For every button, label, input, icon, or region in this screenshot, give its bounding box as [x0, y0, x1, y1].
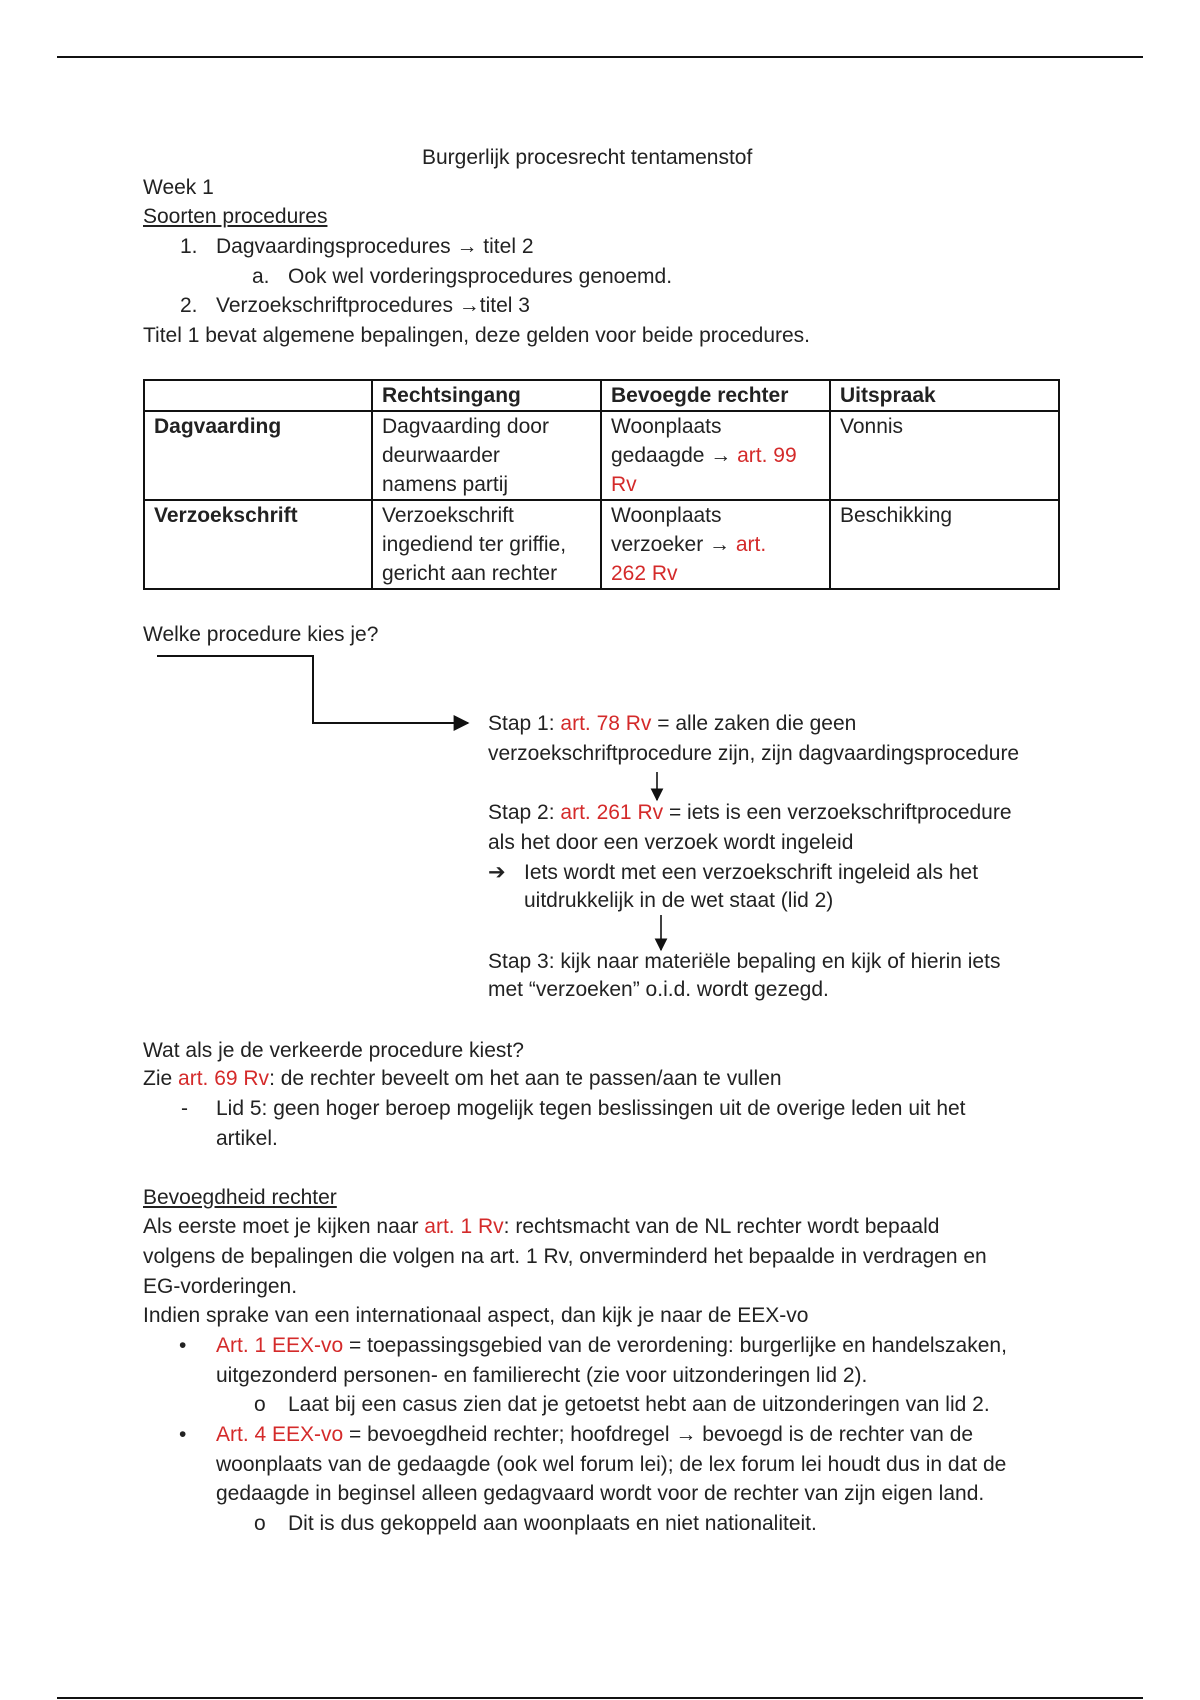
line-text: : rechtsmacht van de NL rechter wordt bepaald	[503, 1215, 940, 1238]
bullet-text	[216, 1420, 973, 1449]
uitspraak-cell: Vonnis	[830, 411, 1059, 500]
article-reference: art. 261 Rv	[560, 801, 664, 824]
line-text: Als eerste moet je kijken naar	[143, 1215, 425, 1238]
step-text: = alle zaken die geen	[651, 712, 857, 735]
step2	[488, 798, 1012, 827]
wrong-question: Wat als je de verkeerde procedure kiest?	[143, 1039, 524, 1062]
article-reference: art. 69 Rv	[178, 1067, 270, 1090]
page-title: Burgerlijk procesrecht tentamenstof	[422, 146, 753, 169]
paragraph-line	[143, 1212, 939, 1241]
step2-line2: als het door een verzoek wordt ingeleid	[488, 831, 854, 854]
bullet-icon: •	[179, 1423, 187, 1446]
cell-line: Verzoekschrift	[382, 504, 514, 527]
bullet-text: Lid 5: geen hoger beroep mogelijk tegen beslissingen uit de overige leden uit het	[216, 1097, 966, 1120]
step2-note-line1: Iets wordt met een verzoekschrift ingeleid als het	[524, 861, 979, 884]
cell-line: namens partij	[382, 473, 509, 496]
line-text: Zie	[143, 1067, 179, 1090]
step3-line1: Stap 3: kijk naar materiële bepaling en kijk of hierin iets	[488, 950, 1001, 973]
sub-bullet-text: Dit is dus gekoppeld aan woonplaats en niet nationaliteit.	[288, 1512, 817, 1535]
table-header-cell: Uitspraak	[830, 380, 1059, 411]
cell-line: deurwaarder	[382, 444, 500, 467]
step2-note-line2: uitdrukkelijk in de wet staat (lid 2)	[524, 889, 834, 912]
bullet-text	[216, 1331, 1007, 1360]
cell-text: gedaagde →	[611, 444, 738, 467]
bullet-icon: •	[179, 1334, 187, 1357]
line-text: = toepassingsgebied van de verordening: burgerlijke en handelszaken,	[343, 1334, 1007, 1357]
cell-line: gericht aan rechter	[382, 562, 558, 585]
step-text: = iets is een verzoekschriftprocedure	[663, 801, 1012, 824]
cell-line: Woonplaats	[611, 415, 722, 438]
article-reference: art. 78 Rv	[560, 712, 652, 735]
step3-line2: met “verzoeken” o.i.d. wordt gezegd.	[488, 978, 829, 1001]
line-text: = bevoegdheid rechter; hoofdregel → bevoegd is de rechter van de	[343, 1423, 974, 1446]
cell-line: Dagvaarding door	[382, 415, 549, 438]
cell-line: Woonplaats	[611, 504, 722, 527]
section-note: Titel 1 bevat algemene bepalingen, deze gelden voor beide procedures.	[143, 324, 811, 347]
section-heading-soorten: Soorten procedures	[143, 205, 328, 228]
article-reference: 262 Rv	[611, 562, 678, 585]
list-item: Ook wel vorderingsprocedures genoemd.	[288, 265, 673, 288]
step1	[488, 709, 856, 738]
wrong-line	[143, 1064, 782, 1093]
section-heading-bevoegdheid: Bevoegdheid rechter	[143, 1186, 337, 1209]
bullet-text: gedaagde in beginsel alleen gedagvaard wordt voor de rechter van zijn eigen land.	[216, 1482, 985, 1505]
flow-arrow-to-step1	[157, 656, 468, 723]
bullet-text: woonplaats van de gedaagde (ook wel forum lei); de lex forum lei houdt dus in dat de	[216, 1453, 1007, 1476]
cell-text: verzoeker →	[611, 533, 736, 556]
sub-bullet-text: Laat bij een casus zien dat je getoetst hebt aan de uitzonderingen van lid 2.	[288, 1393, 990, 1416]
dash-bullet: -	[181, 1097, 188, 1120]
article-reference: Rv	[611, 473, 637, 496]
table-header-cell: Rechtsingang	[372, 380, 601, 411]
line-text: : de rechter beveelt om het aan te passen/aan te vullen	[269, 1067, 782, 1090]
list-number: 2.	[180, 294, 198, 317]
sub-bullet-icon: o	[254, 1512, 266, 1535]
article-reference: art.	[735, 533, 767, 556]
article-reference: art. 1 Rv	[424, 1215, 504, 1238]
bullet-text: uitgezonderd personen- en familierecht (zie voor uitzonderingen lid 2).	[216, 1364, 868, 1387]
step-label: Stap 2:	[488, 801, 561, 824]
list-letter: a.	[252, 265, 270, 288]
bullet-text: artikel.	[216, 1127, 278, 1150]
row-label: Dagvaarding	[144, 411, 372, 500]
list-number: 1.	[180, 235, 198, 258]
list-item: Dagvaardingsprocedures → titel 2	[216, 235, 534, 258]
list-item: Verzoekschriftprocedures →titel 3	[216, 294, 530, 317]
article-reference: art. 99	[737, 444, 797, 467]
paragraph-line: Indien sprake van een internationaal aspect, dan kijk je naar de EEX-vo	[143, 1304, 809, 1327]
step1-line2: verzoekschriftprocedure zijn, zijn dagvaardingsprocedure	[488, 742, 1020, 765]
article-reference: Art. 4 EEX-vo	[216, 1423, 344, 1446]
arrow-bullet-icon: ➔	[488, 861, 506, 884]
cell-line: ingediend ter griffie,	[382, 533, 567, 556]
uitspraak-cell: Beschikking	[830, 500, 1059, 589]
step-label: Stap 1:	[488, 712, 561, 735]
paragraph-line: volgens de bepalingen die volgen na art. 1 Rv, onverminderd het bepaalde in verdragen en	[143, 1245, 987, 1268]
article-reference: Art. 1 EEX-vo	[216, 1334, 344, 1357]
flow-question: Welke procedure kies je?	[143, 623, 379, 646]
week-label: Week 1	[143, 176, 214, 199]
row-label: Verzoekschrift	[144, 500, 372, 589]
table-header-cell: Bevoegde rechter	[601, 380, 830, 411]
paragraph-line: EG-vorderingen.	[143, 1275, 298, 1298]
sub-bullet-icon: o	[254, 1393, 266, 1416]
